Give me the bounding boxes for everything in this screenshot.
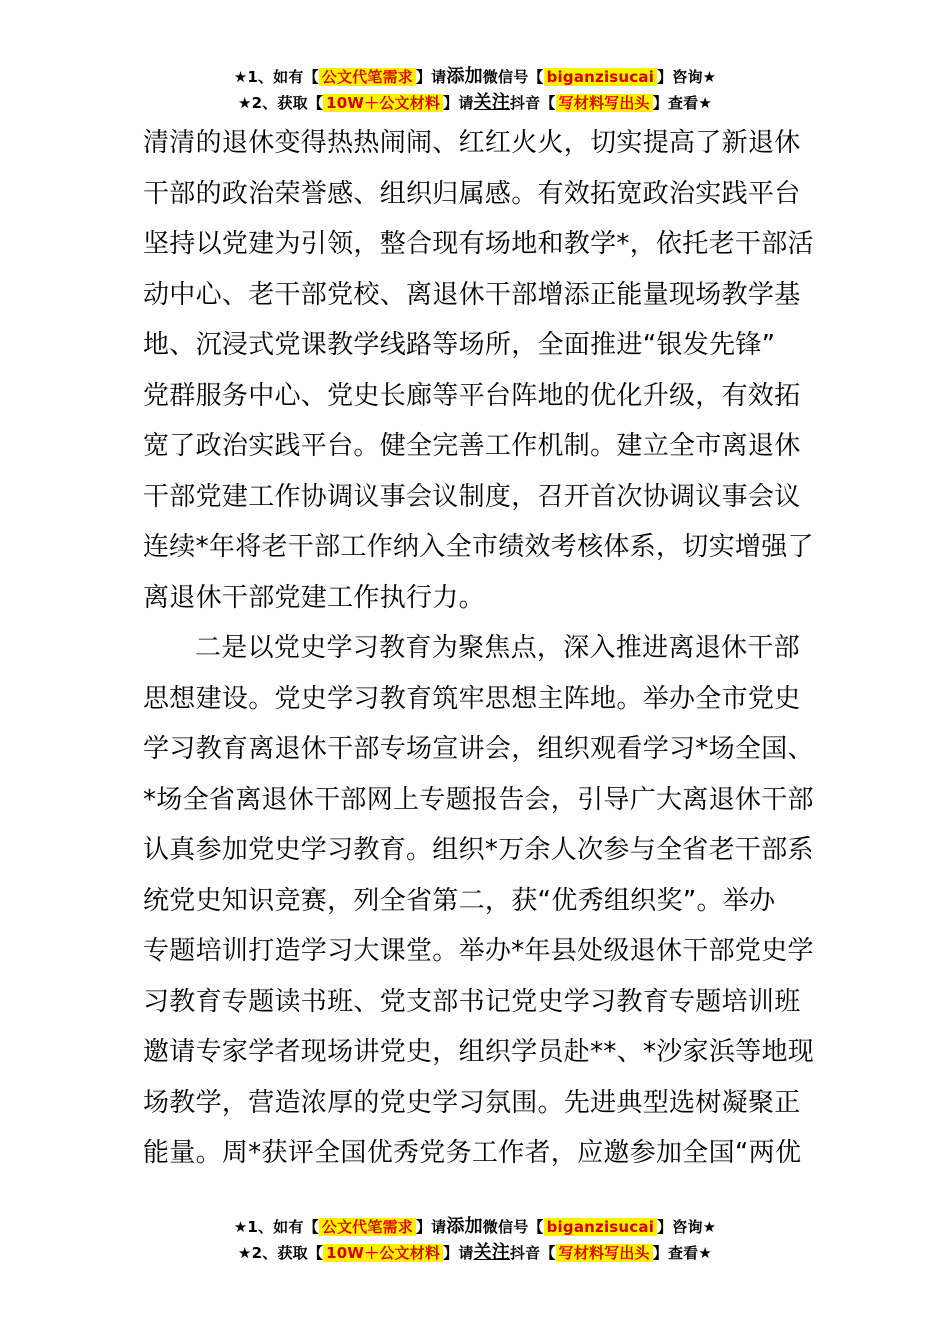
highlight-materials: 10W＋公文材料 (323, 94, 443, 112)
banner-text: ★1、如有【 (233, 68, 319, 86)
banner-text: 抖音【 (509, 1244, 556, 1262)
paragraph-start-line: 二是以党史学习教育为聚焦点，深入推进离退休干部 (195, 633, 800, 663)
body-line: 统党史知识竞赛，列全省第二，获“优秀组织奖”。举办 (143, 885, 776, 916)
body-line: 能量。周*获评全国优秀党务工作者，应邀参加全国“两优 (143, 1138, 802, 1168)
banner-text: 】请 (443, 1244, 474, 1262)
highlight-materials: 10W＋公文材料 (323, 1244, 443, 1262)
banner-text: 】请 (415, 1218, 447, 1236)
banner-text: 】查看★ (652, 1244, 712, 1262)
body-line: 宽了政治实践平台。健全完善工作机制。建立全市离退休 (143, 431, 801, 461)
highlight-wechat-id: biganzisucai (544, 68, 657, 86)
body-line: 干部的政治荣誉感、组织归属感。有效拓宽政治实践平台 (143, 178, 801, 209)
banner-text: 微信号【 (482, 1218, 544, 1236)
highlight-douyin: 写材料写出头 (556, 94, 653, 112)
body-line: 干部党建工作协调议事会议制度，召开首次协调议事会议 (143, 481, 801, 512)
highlight-service: 公文代笔需求 (319, 68, 416, 86)
banner-text: 】请 (415, 68, 447, 86)
banner-line-2 (0, 90, 950, 116)
highlight-service: 公文代笔需求 (319, 1218, 416, 1236)
body-line: 习教育专题读书班、党支部书记党史学习教育专题培训班 (143, 986, 801, 1017)
banner-emphasis: 添加 (446, 1216, 483, 1237)
banner-line-1 (0, 64, 950, 90)
banner-text: ★2、获取【 (238, 94, 324, 112)
body-line: 连续*年将老干部工作纳入全市绩效考核体系，切实增强了 (143, 532, 814, 562)
banner-emphasis: 关注 (473, 92, 510, 113)
banner-text: 】咨询★ (657, 1218, 717, 1236)
banner-text: 微信号【 (482, 68, 544, 86)
banner-emphasis: 添加 (446, 66, 483, 87)
body-line: 离退休干部党建工作执行力。 (143, 582, 485, 613)
footer-banner (0, 1214, 950, 1266)
body-line: 认真参加党史学习教育。组织*万余人次参与全省老干部系 (143, 835, 814, 865)
body-line: 动中心、老干部党校、离退休干部增添正能量现场教学基 (143, 279, 801, 310)
highlight-wechat-id: biganzisucai (544, 1218, 657, 1236)
banner-text: 】查看★ (652, 94, 712, 112)
banner-text: 抖音【 (509, 94, 556, 112)
document-body (143, 118, 813, 1179)
banner-text: 】咨询★ (657, 68, 717, 86)
banner-line-1 (0, 1214, 950, 1240)
body-line: *场全省离退休干部网上专题报告会，引导广大离退休干部 (143, 784, 814, 815)
body-line: 党群服务中心、党史长廊等平台阵地的优化升级，有效拓 (143, 380, 801, 411)
banner-text: 】请 (443, 94, 474, 112)
highlight-douyin: 写材料写出头 (556, 1244, 653, 1262)
body-line: 地、沉浸式党课教学线路等场所，全面推进“银发先锋” (143, 330, 776, 360)
body-line: 学习教育离退休干部专场宣讲会，组织观看学习*场全国、 (143, 734, 814, 764)
banner-line-2 (0, 1240, 950, 1266)
body-line: 邀请专家学者现场讲党史，组织学员赴**、*沙家浜等地现 (143, 1037, 815, 1067)
body-line: 清清的退休变得热热闹闹、红红火火，切实提高了新退休 (143, 128, 801, 158)
banner-emphasis: 关注 (473, 1242, 510, 1263)
body-line: 场教学，营造浓厚的党史学习氛围。先进典型选树凝聚正 (143, 1087, 801, 1118)
body-line: 思想建设。党史学习教育筑牢思想主阵地。举办全市党史 (143, 683, 801, 714)
body-line: 专题培训打造学习大课堂。举办*年县处级退休干部党史学 (143, 936, 814, 966)
header-banner (0, 64, 950, 116)
banner-text: ★2、获取【 (238, 1244, 324, 1262)
body-line: 坚持以党建为引领，整合现有场地和教学*，依托老干部活 (143, 229, 814, 259)
banner-text: ★1、如有【 (233, 1218, 319, 1236)
